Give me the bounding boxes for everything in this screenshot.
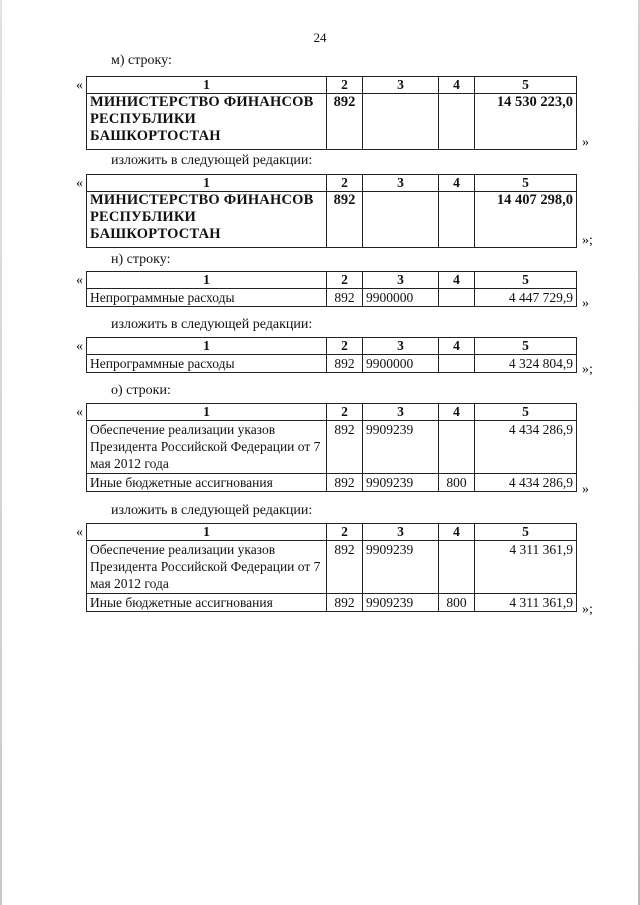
row-c3: 9909239	[363, 594, 439, 612]
item-m-label: м) строку:	[111, 53, 172, 68]
edit-label-2: изложить в следующей редакции:	[111, 317, 313, 332]
header-col-5: 5	[475, 77, 577, 94]
open-quote: «	[76, 525, 83, 540]
header-col-5: 5	[475, 272, 577, 289]
row-c2: 892	[327, 474, 363, 492]
header-col-3: 3	[363, 404, 439, 421]
header-col-5: 5	[475, 175, 577, 192]
row-c5: 4 434 286,9	[475, 421, 577, 474]
header-col-4: 4	[439, 272, 475, 289]
row-c3: 9900000	[363, 355, 439, 373]
row-name: Обеспечение реализации указов Президента Российской Федерации от 7 мая 2012 года	[87, 421, 327, 474]
row-c2: 892	[327, 421, 363, 474]
row-c5: 4 311 361,9	[475, 594, 577, 612]
open-quote: «	[76, 273, 83, 288]
header-col-1: 1	[87, 404, 327, 421]
row-c3: 9909239	[363, 474, 439, 492]
row-c3: 9909239	[363, 541, 439, 594]
table-row	[87, 474, 577, 492]
header-col-3: 3	[363, 77, 439, 94]
item-o-label: о) строки:	[111, 383, 171, 398]
close-quote-semicolon: »;	[582, 362, 593, 377]
table-m-original	[86, 76, 577, 150]
header-col-2: 2	[327, 404, 363, 421]
table-header-row	[87, 404, 577, 421]
table-row	[87, 289, 577, 307]
row-name: Обеспечение реализации указов Президента Российской Федерации от 7 мая 2012 года	[87, 541, 327, 594]
header-col-2: 2	[327, 77, 363, 94]
row-name: Непрограммные расходы	[87, 355, 327, 373]
row-c5: 14 407 298,0	[475, 192, 577, 248]
header-col-4: 4	[439, 175, 475, 192]
row-c2: 892	[327, 289, 363, 307]
item-n-label: н) строку:	[111, 252, 171, 267]
header-col-2: 2	[327, 524, 363, 541]
row-c4	[439, 94, 475, 150]
table-n-original	[86, 271, 577, 307]
row-c4: 800	[439, 474, 475, 492]
row-name: МИНИСТЕРСТВО ФИНАНСОВ РЕСПУБЛИКИ БАШКОРТОСТАН	[87, 192, 327, 248]
close-quote: »	[582, 482, 589, 497]
row-c2: 892	[327, 94, 363, 150]
row-c4	[439, 192, 475, 248]
edit-label-1: изложить в следующей редакции:	[111, 153, 313, 168]
table-o-original	[86, 403, 577, 492]
row-c4	[439, 541, 475, 594]
header-col-5: 5	[475, 524, 577, 541]
table-n-new	[86, 337, 577, 373]
table-row	[87, 594, 577, 612]
close-quote-semicolon: »;	[582, 233, 593, 248]
header-col-4: 4	[439, 404, 475, 421]
header-col-1: 1	[87, 175, 327, 192]
table-row	[87, 94, 577, 150]
row-c2: 892	[327, 355, 363, 373]
row-c4	[439, 421, 475, 474]
header-col-1: 1	[87, 272, 327, 289]
open-quote: «	[76, 405, 83, 420]
row-name: Непрограммные расходы	[87, 289, 327, 307]
row-c3: 9900000	[363, 289, 439, 307]
scan-edge-left	[0, 0, 2, 905]
row-c5: 4 434 286,9	[475, 474, 577, 492]
table-header-row	[87, 77, 577, 94]
header-col-1: 1	[87, 524, 327, 541]
table-row	[87, 421, 577, 474]
row-c3	[363, 94, 439, 150]
close-quote: »	[582, 135, 589, 150]
open-quote: «	[76, 176, 83, 191]
table-m-new	[86, 174, 577, 248]
header-col-2: 2	[327, 175, 363, 192]
open-quote: «	[76, 339, 83, 354]
row-c4: 800	[439, 594, 475, 612]
header-col-3: 3	[363, 272, 439, 289]
header-col-4: 4	[439, 338, 475, 355]
header-col-5: 5	[475, 404, 577, 421]
table-header-row	[87, 175, 577, 192]
page-number: 24	[313, 30, 327, 45]
table-o-new	[86, 523, 577, 612]
table-header-row	[87, 338, 577, 355]
table-header-row	[87, 524, 577, 541]
header-col-4: 4	[439, 77, 475, 94]
table-row	[87, 192, 577, 248]
row-c5: 4 311 361,9	[475, 541, 577, 594]
header-col-3: 3	[363, 175, 439, 192]
row-c5: 14 530 223,0	[475, 94, 577, 150]
close-quote-semicolon: »;	[582, 602, 593, 617]
close-quote: »	[582, 296, 589, 311]
header-col-4: 4	[439, 524, 475, 541]
row-c2: 892	[327, 594, 363, 612]
row-c5: 4 447 729,9	[475, 289, 577, 307]
row-c4	[439, 355, 475, 373]
row-c2: 892	[327, 541, 363, 594]
table-row	[87, 541, 577, 594]
header-col-3: 3	[363, 524, 439, 541]
header-col-1: 1	[87, 77, 327, 94]
row-c2: 892	[327, 192, 363, 248]
header-col-2: 2	[327, 338, 363, 355]
header-col-3: 3	[363, 338, 439, 355]
row-c3: 9909239	[363, 421, 439, 474]
row-name: Иные бюджетные ассигнования	[87, 474, 327, 492]
row-c3	[363, 192, 439, 248]
open-quote: «	[76, 78, 83, 93]
header-col-1: 1	[87, 338, 327, 355]
row-name: МИНИСТЕРСТВО ФИНАНСОВ РЕСПУБЛИКИ БАШКОРТОСТАН	[87, 94, 327, 150]
table-row	[87, 355, 577, 373]
table-header-row	[87, 272, 577, 289]
row-name: Иные бюджетные ассигнования	[87, 594, 327, 612]
row-c4	[439, 289, 475, 307]
header-col-2: 2	[327, 272, 363, 289]
row-c5: 4 324 804,9	[475, 355, 577, 373]
edit-label-3: изложить в следующей редакции:	[111, 503, 313, 518]
header-col-5: 5	[475, 338, 577, 355]
